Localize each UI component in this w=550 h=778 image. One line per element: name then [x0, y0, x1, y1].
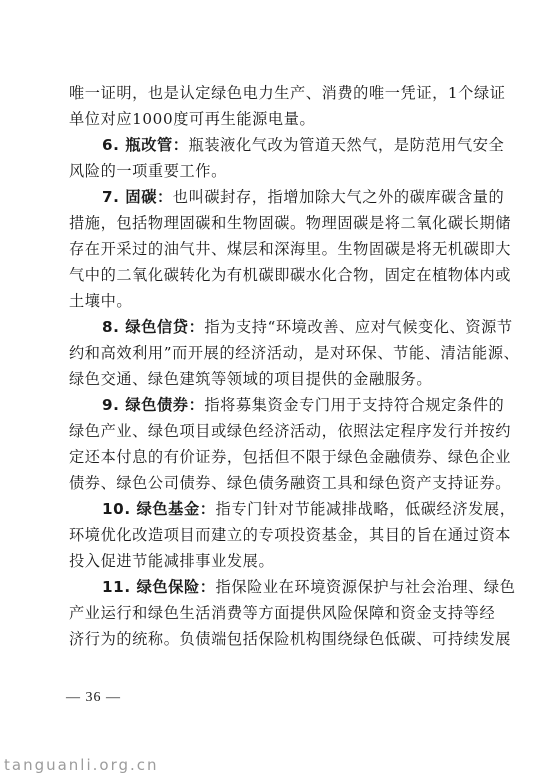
- term-label: 10. 绿色基金：: [102, 500, 216, 518]
- text-line: 绿色产业、绿色项目或绿色经济活动，依照法定程序发行并按约: [69, 422, 512, 440]
- definition-text: 也叫碳封存，指增加除大气之外的碳库碳含量的: [172, 188, 505, 206]
- text-line: 环境优化改造项目而建立的专项投资基金，其目的旨在通过资本: [69, 526, 512, 544]
- definition-item-11: [69, 574, 516, 652]
- intro-paragraph: [69, 80, 506, 132]
- text-line: 债券、绿色公司债券、绿色债务融资工具和绿色资产支持证券。: [69, 474, 512, 492]
- term-label: 6. 瓶改管：: [102, 136, 189, 154]
- term-label: 9. 绿色债券：: [102, 396, 205, 414]
- text-line: 投入促进节能减排事业发展。: [69, 552, 275, 570]
- text-line: 存在开采过的油气井、煤层和深海里。生物固碳是将无机碳即大: [69, 240, 512, 258]
- definition-item-7: [69, 184, 512, 314]
- definition-text: 指保险业在环境资源保护与社会治理、绿色: [215, 578, 516, 596]
- text-line: 气中的二氧化碳转化为有机碳即碳水化合物，固定在植物体内或: [69, 266, 512, 284]
- text-line: 约和高效利用”而开展的经济活动，是对环保、节能、清洁能源、: [69, 344, 520, 362]
- term-label: 11. 绿色保险：: [102, 578, 216, 596]
- definition-item-6: [69, 132, 505, 184]
- definition-item-8: [69, 314, 520, 392]
- text-line: 措施，包括物理固碳和生物固碳。物理固碳是将二氧化碳长期储: [69, 214, 512, 232]
- definition-text: 指为支持“环境改善、应对气候变化、资源节: [204, 318, 513, 336]
- definition-text: 指专门针对节能减排战略，低碳经济发展，: [215, 500, 516, 518]
- definition-text: 瓶装液化气改为管道天然气，是防范用气安全: [188, 136, 505, 154]
- definition-text: 指将募集资金专门用于支持符合规定条件的: [204, 396, 505, 414]
- text-line: 单位对应1000度可再生能源电量。: [69, 110, 316, 128]
- text-line: 定还本付息的有价证券，包括但不限于绿色金融债券、绿色企业: [69, 448, 512, 466]
- definition-item-9: [69, 392, 512, 496]
- document-body: [69, 80, 520, 652]
- text-line: 唯一证明，也是认定绿色电力生产、消费的唯一凭证，1个绿证: [69, 84, 506, 102]
- page-number: — 36 —: [66, 690, 121, 705]
- text-line: 济行为的统称。负债端包括保险机构围绕绿色低碳、可持续发展: [69, 630, 512, 648]
- definition-item-10: [69, 496, 516, 574]
- term-label: 8. 绿色信贷：: [102, 318, 205, 336]
- text-line: 绿色交通、绿色建筑等领域的项目提供的金融服务。: [69, 370, 433, 388]
- text-line: 产业运行和绿色生活消费等方面提供风险保障和资金支持等经: [69, 604, 496, 622]
- watermark-text: tanguanli.org.cn: [4, 756, 159, 774]
- term-label: 7. 固碳：: [102, 188, 173, 206]
- text-line: 风险的一项重要工作。: [69, 162, 227, 180]
- text-line: 土壤中。: [69, 292, 133, 310]
